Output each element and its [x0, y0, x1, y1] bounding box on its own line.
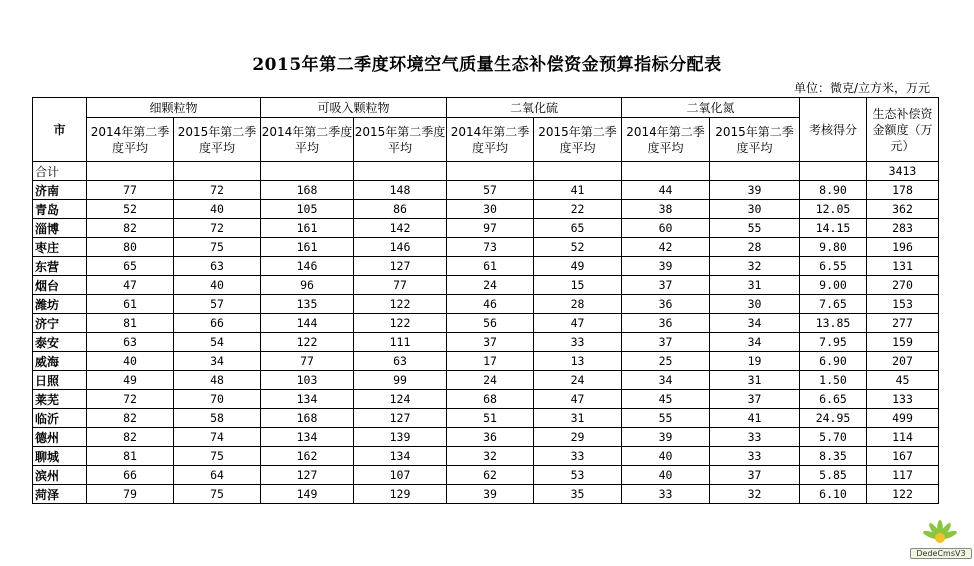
- score-cell: 6.10: [800, 485, 867, 504]
- sub-header: 2015年第二季度平均: [710, 118, 800, 162]
- value-cell: 40: [622, 447, 710, 466]
- value-cell: 39: [710, 181, 800, 200]
- value-cell: 122: [354, 295, 447, 314]
- fund-cell: 277: [867, 314, 939, 333]
- value-cell: 82: [87, 428, 174, 447]
- value-cell: 103: [261, 371, 354, 390]
- empty-cell: [710, 162, 800, 181]
- value-cell: 30: [710, 200, 800, 219]
- value-cell: 134: [261, 390, 354, 409]
- value-cell: 37: [710, 466, 800, 485]
- value-cell: 127: [261, 466, 354, 485]
- value-cell: 24: [447, 276, 534, 295]
- value-cell: 49: [87, 371, 174, 390]
- city-name: 日照: [33, 371, 87, 390]
- score-cell: 6.90: [800, 352, 867, 371]
- value-cell: 162: [261, 447, 354, 466]
- fund-cell: 499: [867, 409, 939, 428]
- value-cell: 33: [710, 428, 800, 447]
- value-cell: 86: [354, 200, 447, 219]
- value-cell: 32: [447, 447, 534, 466]
- group-header-pm10: 可吸入颗粒物: [261, 98, 447, 118]
- sub-header: 2014年第二季度平均: [447, 118, 534, 162]
- score-cell: 7.95: [800, 333, 867, 352]
- value-cell: 79: [87, 485, 174, 504]
- value-cell: 105: [261, 200, 354, 219]
- sub-header: 2014年第二季度平均: [622, 118, 710, 162]
- city-name: 威海: [33, 352, 87, 371]
- value-cell: 122: [261, 333, 354, 352]
- value-cell: 30: [710, 295, 800, 314]
- value-cell: 61: [87, 295, 174, 314]
- value-cell: 134: [354, 447, 447, 466]
- value-cell: 34: [710, 314, 800, 333]
- value-cell: 73: [447, 238, 534, 257]
- value-cell: 32: [710, 257, 800, 276]
- table-row: [33, 238, 939, 257]
- value-cell: 29: [534, 428, 622, 447]
- watermark-text: DedeCmsV3: [910, 548, 972, 559]
- empty-cell: [534, 162, 622, 181]
- value-cell: 72: [174, 181, 261, 200]
- value-cell: 99: [354, 371, 447, 390]
- value-cell: 28: [710, 238, 800, 257]
- value-cell: 37: [710, 390, 800, 409]
- value-cell: 45: [622, 390, 710, 409]
- value-cell: 161: [261, 238, 354, 257]
- table-row: [33, 409, 939, 428]
- value-cell: 63: [354, 352, 447, 371]
- value-cell: 64: [174, 466, 261, 485]
- table-row: [33, 428, 939, 447]
- fund-cell: 131: [867, 257, 939, 276]
- value-cell: 19: [710, 352, 800, 371]
- table-row: [33, 466, 939, 485]
- allocation-table: [32, 97, 939, 504]
- fund-cell: 167: [867, 447, 939, 466]
- value-cell: 75: [174, 485, 261, 504]
- value-cell: 63: [174, 257, 261, 276]
- score-cell: 24.95: [800, 409, 867, 428]
- value-cell: 61: [447, 257, 534, 276]
- table-row: [33, 371, 939, 390]
- value-cell: 70: [174, 390, 261, 409]
- value-cell: 17: [447, 352, 534, 371]
- value-cell: 39: [622, 428, 710, 447]
- score-cell: 14.15: [800, 219, 867, 238]
- value-cell: 63: [87, 333, 174, 352]
- value-cell: 144: [261, 314, 354, 333]
- value-cell: 54: [174, 333, 261, 352]
- city-name: 淄博: [33, 219, 87, 238]
- value-cell: 40: [174, 200, 261, 219]
- value-cell: 41: [534, 181, 622, 200]
- city-name: 聊城: [33, 447, 87, 466]
- table-row: [33, 352, 939, 371]
- value-cell: 57: [174, 295, 261, 314]
- header-row-groups: [33, 98, 939, 118]
- score-cell: 6.55: [800, 257, 867, 276]
- value-cell: 96: [261, 276, 354, 295]
- value-cell: 148: [354, 181, 447, 200]
- score-header: 考核得分: [800, 98, 867, 162]
- table-row: [33, 390, 939, 409]
- table-row: [33, 257, 939, 276]
- empty-cell: [261, 162, 354, 181]
- city-name: 烟台: [33, 276, 87, 295]
- city-name: 潍坊: [33, 295, 87, 314]
- value-cell: 60: [622, 219, 710, 238]
- value-cell: 65: [534, 219, 622, 238]
- table-row: [33, 200, 939, 219]
- value-cell: 42: [622, 238, 710, 257]
- value-cell: 81: [87, 314, 174, 333]
- empty-cell: [800, 162, 867, 181]
- city-name: 滨州: [33, 466, 87, 485]
- fund-cell: 207: [867, 352, 939, 371]
- value-cell: 47: [534, 390, 622, 409]
- value-cell: 48: [174, 371, 261, 390]
- value-cell: 107: [354, 466, 447, 485]
- value-cell: 32: [710, 485, 800, 504]
- score-cell: 5.85: [800, 466, 867, 485]
- fund-cell: 153: [867, 295, 939, 314]
- value-cell: 75: [174, 238, 261, 257]
- value-cell: 15: [534, 276, 622, 295]
- value-cell: 49: [534, 257, 622, 276]
- value-cell: 82: [87, 409, 174, 428]
- value-cell: 36: [622, 295, 710, 314]
- sub-header: 2015年第二季度平均: [354, 118, 447, 162]
- table-row: [33, 276, 939, 295]
- value-cell: 77: [261, 352, 354, 371]
- fund-cell: 114: [867, 428, 939, 447]
- value-cell: 37: [622, 276, 710, 295]
- total-fund: 3413: [867, 162, 939, 181]
- city-name: 莱芜: [33, 390, 87, 409]
- value-cell: 36: [447, 428, 534, 447]
- value-cell: 55: [710, 219, 800, 238]
- value-cell: 68: [447, 390, 534, 409]
- value-cell: 80: [87, 238, 174, 257]
- value-cell: 72: [87, 390, 174, 409]
- value-cell: 77: [87, 181, 174, 200]
- score-cell: 8.90: [800, 181, 867, 200]
- score-cell: 1.50: [800, 371, 867, 390]
- value-cell: 31: [710, 371, 800, 390]
- fund-cell: 362: [867, 200, 939, 219]
- value-cell: 65: [87, 257, 174, 276]
- value-cell: 33: [534, 333, 622, 352]
- value-cell: 135: [261, 295, 354, 314]
- value-cell: 31: [710, 276, 800, 295]
- value-cell: 31: [534, 409, 622, 428]
- value-cell: 33: [534, 447, 622, 466]
- value-cell: 34: [710, 333, 800, 352]
- total-row: [33, 162, 939, 181]
- table-row: [33, 333, 939, 352]
- value-cell: 36: [622, 314, 710, 333]
- value-cell: 22: [534, 200, 622, 219]
- score-cell: 9.00: [800, 276, 867, 295]
- score-cell: 6.65: [800, 390, 867, 409]
- value-cell: 40: [87, 352, 174, 371]
- total-label: 合计: [33, 162, 87, 181]
- value-cell: 40: [174, 276, 261, 295]
- value-cell: 149: [261, 485, 354, 504]
- value-cell: 37: [622, 333, 710, 352]
- value-cell: 51: [447, 409, 534, 428]
- table-row: [33, 295, 939, 314]
- city-name: 菏泽: [33, 485, 87, 504]
- score-cell: 12.05: [800, 200, 867, 219]
- value-cell: 66: [174, 314, 261, 333]
- value-cell: 127: [354, 257, 447, 276]
- value-cell: 146: [354, 238, 447, 257]
- value-cell: 24: [447, 371, 534, 390]
- value-cell: 111: [354, 333, 447, 352]
- table-row: [33, 181, 939, 200]
- city-name: 济宁: [33, 314, 87, 333]
- city-name: 枣庄: [33, 238, 87, 257]
- value-cell: 33: [710, 447, 800, 466]
- value-cell: 40: [622, 466, 710, 485]
- fund-cell: 159: [867, 333, 939, 352]
- value-cell: 41: [710, 409, 800, 428]
- fund-cell: 283: [867, 219, 939, 238]
- value-cell: 62: [447, 466, 534, 485]
- value-cell: 55: [622, 409, 710, 428]
- city-name: 济南: [33, 181, 87, 200]
- fund-cell: 178: [867, 181, 939, 200]
- value-cell: 13: [534, 352, 622, 371]
- value-cell: 46: [447, 295, 534, 314]
- value-cell: 124: [354, 390, 447, 409]
- value-cell: 129: [354, 485, 447, 504]
- empty-cell: [354, 162, 447, 181]
- unit-note: 单位：微克/立方米，万元: [793, 81, 930, 95]
- sub-header: 2014年第二季度平均: [87, 118, 174, 162]
- value-cell: 127: [354, 409, 447, 428]
- city-header: 市: [33, 98, 87, 162]
- table-row: [33, 485, 939, 504]
- empty-cell: [174, 162, 261, 181]
- table-row: [33, 447, 939, 466]
- value-cell: 142: [354, 219, 447, 238]
- city-name: 泰安: [33, 333, 87, 352]
- value-cell: 146: [261, 257, 354, 276]
- value-cell: 168: [261, 181, 354, 200]
- value-cell: 25: [622, 352, 710, 371]
- value-cell: 74: [174, 428, 261, 447]
- value-cell: 139: [354, 428, 447, 447]
- table-row: [33, 219, 939, 238]
- value-cell: 161: [261, 219, 354, 238]
- value-cell: 44: [622, 181, 710, 200]
- value-cell: 82: [87, 219, 174, 238]
- group-header-pm25: 细颗粒物: [87, 98, 261, 118]
- fund-cell: 45: [867, 371, 939, 390]
- value-cell: 97: [447, 219, 534, 238]
- value-cell: 56: [447, 314, 534, 333]
- city-name: 东营: [33, 257, 87, 276]
- score-cell: 9.80: [800, 238, 867, 257]
- value-cell: 122: [354, 314, 447, 333]
- score-cell: 8.35: [800, 447, 867, 466]
- fund-cell: 122: [867, 485, 939, 504]
- value-cell: 134: [261, 428, 354, 447]
- value-cell: 72: [174, 219, 261, 238]
- city-name: 临沂: [33, 409, 87, 428]
- value-cell: 39: [447, 485, 534, 504]
- score-cell: 13.85: [800, 314, 867, 333]
- value-cell: 81: [87, 447, 174, 466]
- value-cell: 75: [174, 447, 261, 466]
- value-cell: 33: [622, 485, 710, 504]
- city-name: 青岛: [33, 200, 87, 219]
- value-cell: 47: [87, 276, 174, 295]
- score-cell: 5.70: [800, 428, 867, 447]
- value-cell: 39: [622, 257, 710, 276]
- value-cell: 52: [87, 200, 174, 219]
- value-cell: 66: [87, 466, 174, 485]
- fund-cell: 133: [867, 390, 939, 409]
- fund-cell: 117: [867, 466, 939, 485]
- value-cell: 52: [534, 238, 622, 257]
- empty-cell: [447, 162, 534, 181]
- fund-cell: 196: [867, 238, 939, 257]
- value-cell: 53: [534, 466, 622, 485]
- value-cell: 28: [534, 295, 622, 314]
- city-name: 德州: [33, 428, 87, 447]
- empty-cell: [622, 162, 710, 181]
- value-cell: 47: [534, 314, 622, 333]
- table-row: [33, 314, 939, 333]
- group-header-so2: 二氧化硫: [447, 98, 622, 118]
- value-cell: 38: [622, 200, 710, 219]
- document-title: 2015年第二季度环境空气质量生态补偿资金预算指标分配表: [252, 55, 722, 75]
- value-cell: 34: [174, 352, 261, 371]
- value-cell: 30: [447, 200, 534, 219]
- value-cell: 168: [261, 409, 354, 428]
- value-cell: 58: [174, 409, 261, 428]
- value-cell: 24: [534, 371, 622, 390]
- score-cell: 7.65: [800, 295, 867, 314]
- group-header-no2: 二氧化氮: [622, 98, 800, 118]
- value-cell: 35: [534, 485, 622, 504]
- sub-header: 2015年第二季度平均: [534, 118, 622, 162]
- value-cell: 34: [622, 371, 710, 390]
- value-cell: 37: [447, 333, 534, 352]
- fund-cell: 270: [867, 276, 939, 295]
- fund-header: 生态补偿资金额度（万元）: [867, 98, 939, 162]
- sub-header: 2015年第二季度平均: [174, 118, 261, 162]
- sub-header: 2014年第二季度平均: [261, 118, 354, 162]
- empty-cell: [87, 162, 174, 181]
- value-cell: 77: [354, 276, 447, 295]
- value-cell: 57: [447, 181, 534, 200]
